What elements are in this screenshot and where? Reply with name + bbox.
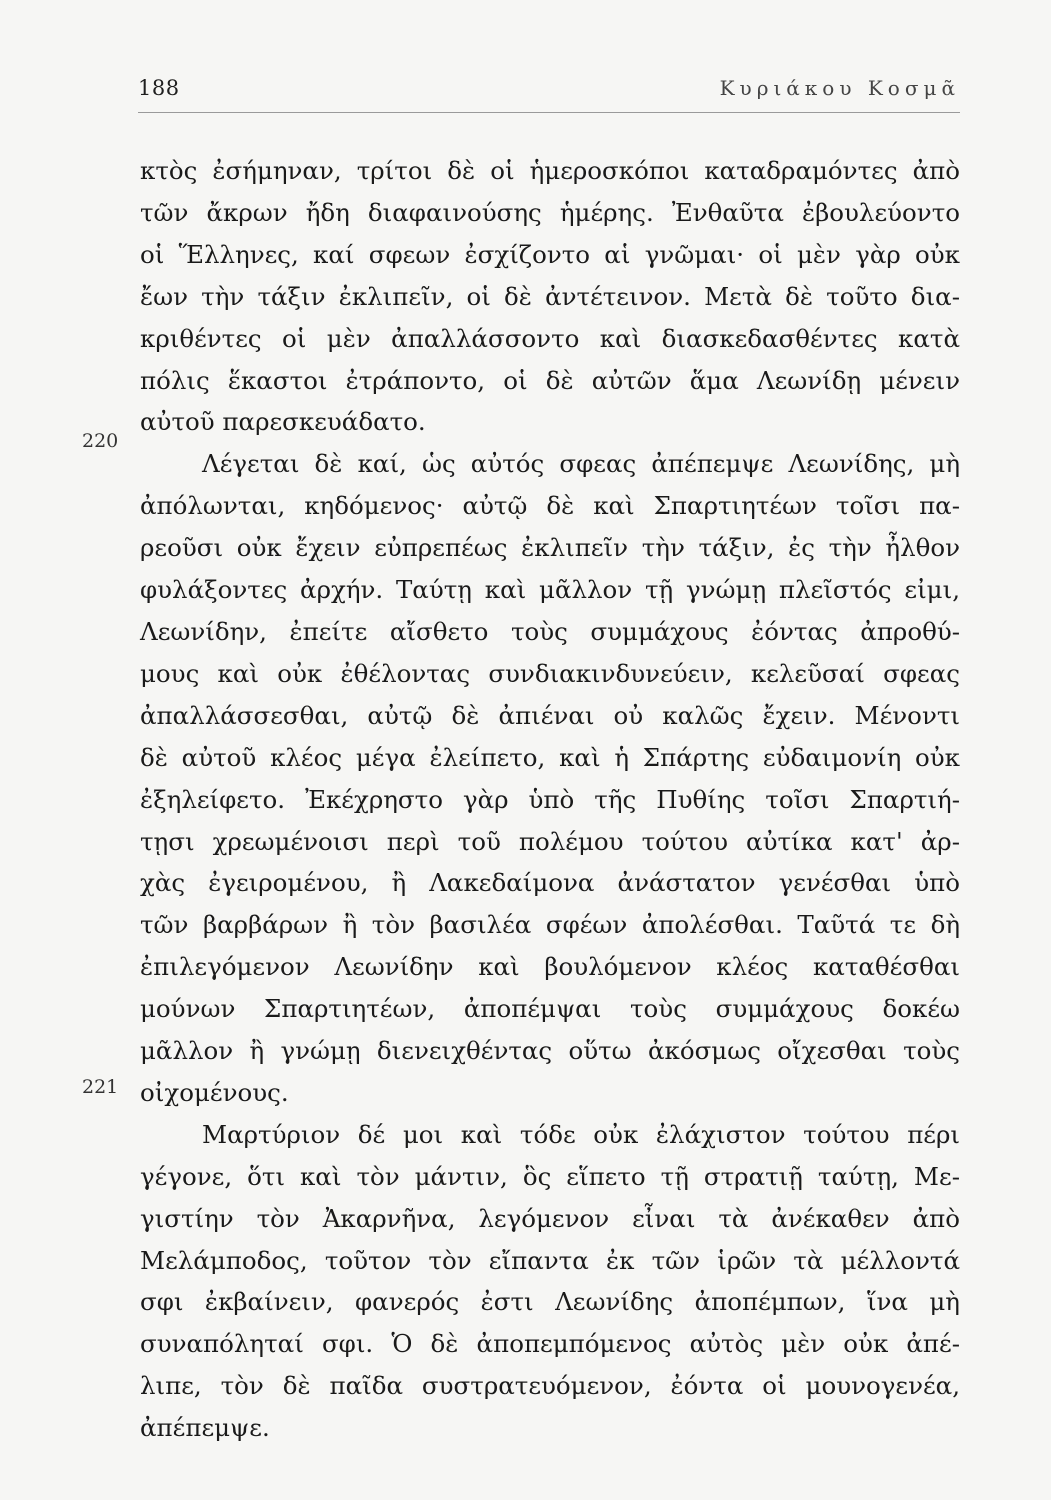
text-line: φυλάξοντες ἀρχήν. Ταύτῃ καὶ μᾶλλον τῇ γνώμῃ πλεῖστός εἰμι, [140, 575, 960, 605]
running-title: Κυριάκου Κοσμᾶ [719, 76, 960, 100]
text-line: μους καὶ οὐκ ἐθέλοντας συνδιακινδυνεύειν, κελεῦσαί σφεας [140, 658, 960, 688]
page-header [138, 72, 960, 106]
page-number: 188 [138, 76, 180, 100]
text-line: ἐπιλεγόμενον Λεωνίδην καὶ βουλόμενον κλέος καταθέσθαι [140, 952, 960, 982]
text-line: πόλις ἕκαστοι ἐτράποντο, οἱ δὲ αὐτῶν ἅμα Λεωνίδῃ μένειν [140, 365, 960, 395]
text-line: μούνων Σπαρτιητέων, ἀποπέμψαι τοὺς συμμάχους δοκέω [140, 994, 960, 1024]
text-line: Μαρτύριον δέ μοι καὶ τόδε οὐκ ἐλάχιστον τούτου πέρι [202, 1119, 960, 1149]
text-line: Λέγεται δὲ καί, ὡς αὐτός σφεας ἀπέπεμψε Λεωνίδης, μὴ [202, 449, 960, 479]
paragraph [140, 150, 960, 443]
text-line: δὲ αὐτοῦ κλέος μέγα ἐλείπετο, καὶ ἡ Σπάρτης εὐδαιμονίη οὐκ [140, 742, 960, 772]
text-line: αὐτοῦ παρεσκευάδατο. [140, 407, 426, 437]
text-line: τῶν βαρβάρων ἢ τὸν βασιλέα σφέων ἀπολέσθαι. Ταῦτά τε δὴ [140, 910, 960, 940]
text-line: σφι ἐκβαίνειν, φανερός ἐστι Λεωνίδης ἀποπέμπων, ἵνα μὴ [140, 1287, 960, 1317]
text-line: οἱ Ἕλληνες, καί σφεων ἐσχίζοντο αἱ γνῶμαι· οἱ μὲν γὰρ οὐκ [140, 239, 960, 269]
text-line: οἰχομένους. [140, 1077, 289, 1107]
text-line: Μελάμποδος, τοῦτον τὸν εἴπαντα ἐκ τῶν ἱρῶν τὰ μέλλοντά [140, 1245, 960, 1275]
paragraph [140, 443, 960, 1114]
paragraph [140, 1114, 960, 1449]
section-number-220: 220 [82, 430, 119, 452]
text-line: ρεοῦσι οὐκ ἔχειν εὐπρεπέως ἐκλιπεῖν τὴν τάξιν, ἐς τὴν ἦλθον [140, 533, 960, 563]
text-line: ἀπέπεμψε. [140, 1413, 270, 1443]
text-line: κριθέντες οἱ μὲν ἀπαλλάσσοντο καὶ διασκεδασθέντες κατὰ [140, 323, 960, 353]
text-line: ἀπαλλάσσεσθαι, αὐτῷ δὲ ἀπιέναι οὐ καλῶς ἔχειν. Μένοντι [140, 700, 960, 730]
text-line: γέγονε, ὅτι καὶ τὸν μάντιν, ὃς εἵπετο τῇ στρατιῇ ταύτῃ, Με- [140, 1161, 960, 1191]
text-line: ἔων τὴν τάξιν ἐκλιπεῖν, οἱ δὲ ἀντέτεινον. Μετὰ δὲ τοῦτο δια- [140, 281, 960, 311]
text-line: συναπόληταί σφι. Ὁ δὲ ἀποπεμπόμενος αὐτὸς μὲν οὐκ ἀπέ- [140, 1329, 960, 1359]
section-number-221: 221 [82, 1076, 119, 1098]
text-line: λιπε, τὸν δὲ παῖδα συστρατευόμενον, ἐόντα οἱ μουνογενέα, [140, 1371, 960, 1401]
text-line: γιστίην τὸν Ἀκαρνῆνα, λεγόμενον εἶναι τὰ ἀνέκαθεν ἀπὸ [140, 1203, 960, 1233]
text-line: χὰς ἐγειρομένου, ἢ Λακεδαίμονα ἀνάστατον γενέσθαι ὑπὸ [140, 868, 960, 898]
text-line: τῃσι χρεωμένοισι περὶ τοῦ πολέμου τούτου αὐτίκα κατ' ἀρ- [140, 826, 960, 856]
text-line: μᾶλλον ἢ γνώμῃ διενειχθέντας οὕτω ἀκόσμως οἴχεσθαι τοὺς [140, 1036, 960, 1066]
header-rule [138, 112, 960, 113]
text-line: τῶν ἄκρων ἤδη διαφαινούσης ἡμέρης. Ἐνθαῦτα ἐβουλεύοντο [140, 197, 960, 227]
text-line: ἐξηλείφετο. Ἐκέχρηστο γὰρ ὑπὸ τῆς Πυθίης τοῖσι Σπαρτιή- [140, 784, 960, 814]
body-text [140, 150, 960, 1449]
text-line: ἀπόλωνται, κηδόμενος· αὐτῷ δὲ καὶ Σπαρτιητέων τοῖσι πα- [140, 491, 960, 521]
text-line: Λεωνίδην, ἐπείτε αἴσθετο τοὺς συμμάχους ἐόντας ἀπροθύ- [140, 616, 960, 646]
text-line: κτὸς ἐσήμηναν, τρίτοι δὲ οἱ ἡμεροσκόποι καταδραμόντες ἀπὸ [140, 156, 960, 185]
